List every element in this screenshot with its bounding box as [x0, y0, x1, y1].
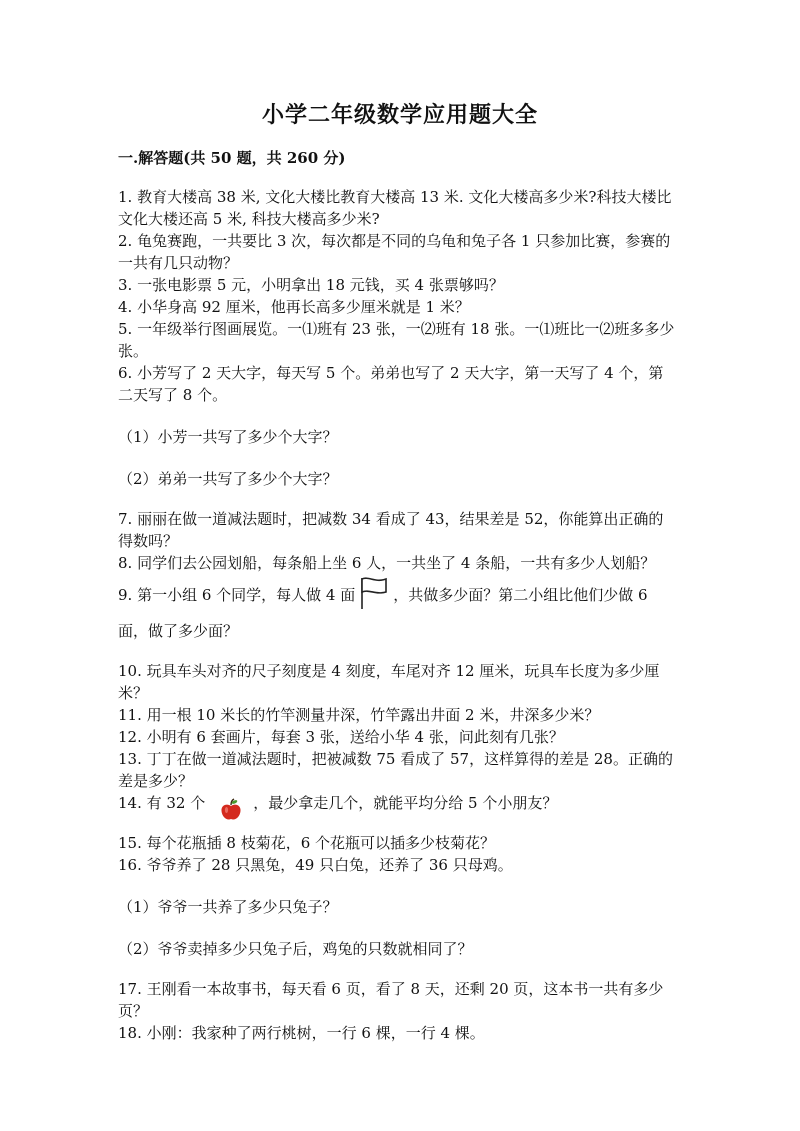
question-4: 4. 小华身高 92 厘米，他再长高多少厘米就是 1 米？ — [118, 298, 470, 316]
question-16-part-1: （1）爷爷一共养了多少只兔子？ — [118, 898, 338, 916]
question-3: 3. 一张电影票 5 元，小明拿出 18 元钱，买 4 张票够吗？ — [118, 276, 504, 294]
question-1: 1. 教育大楼高 38 米, 文化大楼比教育大楼高 13 米. 文化大楼高多少米?科技大楼比文化大楼还高 5 米, 科技大楼高多少米? — [118, 188, 672, 228]
question-8: 8. 同学们去公园划船，每条船上坐 6 人，一共坐了 4 条船，一共有多少人划船？ — [118, 554, 656, 572]
question-11: 11. 用一根 10 米长的竹竿测量井深，竹竿露出井面 2 米，井深多少米？ — [118, 706, 600, 724]
question-14-text-a: 14. 有 32 个 — [118, 794, 206, 812]
question-15: 15. 每个花瓶插 8 枝菊花，6 个花瓶可以插多少枝菊花？ — [118, 834, 496, 852]
flag-icon — [357, 574, 391, 610]
question-17: 17. 王刚看一本故事书，每天看 6 页，看了 8 天，还剩 20 页，这本书一共有多少页？ — [118, 980, 664, 1020]
question-10: 10. 玩具车头对齐的尺子刻度是 4 刻度，车尾对齐 12 厘米，玩具车长度为多少厘米？ — [118, 662, 660, 702]
question-16: 16. 爷爷养了 28 只黑兔，49 只白兔，还养了 36 只母鸡。 — [118, 856, 513, 874]
question-13: 13. 丁丁在做一道减法题时，把被减数 75 看成了 57，这样算得的差是 28。正确的差是多少？ — [118, 750, 673, 790]
question-9-text-b: ，共做多少面？第二小组比他们少做 6 — [393, 586, 648, 604]
question-list — [118, 186, 678, 1044]
question-6-part-1: （1）小芳一共写了多少个大字？ — [118, 428, 338, 446]
question-6: 6. 小芳写了 2 天大字，每天写 5 个。弟弟也写了 2 天大字，第一天写了 4 个，第二天写了 8 个。 — [118, 364, 664, 404]
question-5: 5. 一年级举行图画展览。一⑴班有 23 张，一⑵班有 18 张。一⑴班比一⑵班多多少张。 — [118, 320, 675, 360]
question-14-text-b: ，最少拿走几个，就能平均分给 5 个小朋友？ — [253, 794, 558, 812]
question-18: 18. 小刚：我家种了两行桃树，一行 6 棵，一行 4 棵。 — [118, 1024, 485, 1042]
question-14 — [118, 792, 678, 818]
page-title: 小学二年级数学应用题大全 — [261, 102, 538, 128]
question-6-part-2: （2）弟弟一共写了多少个大字？ — [118, 470, 338, 488]
question-2: 2. 龟兔赛跑，一共要比 3 次，每次都是不同的乌龟和兔子各 1 只参加比赛，参赛的一共有几只动物？ — [118, 232, 671, 272]
question-16-part-2: （2）爷爷卖掉多少只兔子后，鸡兔的只数就相同了？ — [118, 940, 473, 958]
question-9 — [118, 574, 678, 610]
section-heading: 一.解答题(共 50 题，共 260 分) — [118, 149, 346, 167]
question-7: 7. 丽丽在做一道减法题时，把减数 34 看成了 43，结果差是 52，你能算出正确的得数吗？ — [118, 510, 664, 550]
question-12: 12. 小明有 6 套画片，每套 3 张，送给小华 4 张，问此刻有几张？ — [118, 728, 564, 746]
question-9-continued: 面，做了多少面？ — [118, 622, 239, 640]
apple-icon — [219, 798, 243, 822]
question-9-text-a: 9. 第一小组 6 个同学，每人做 4 面 — [118, 586, 356, 604]
